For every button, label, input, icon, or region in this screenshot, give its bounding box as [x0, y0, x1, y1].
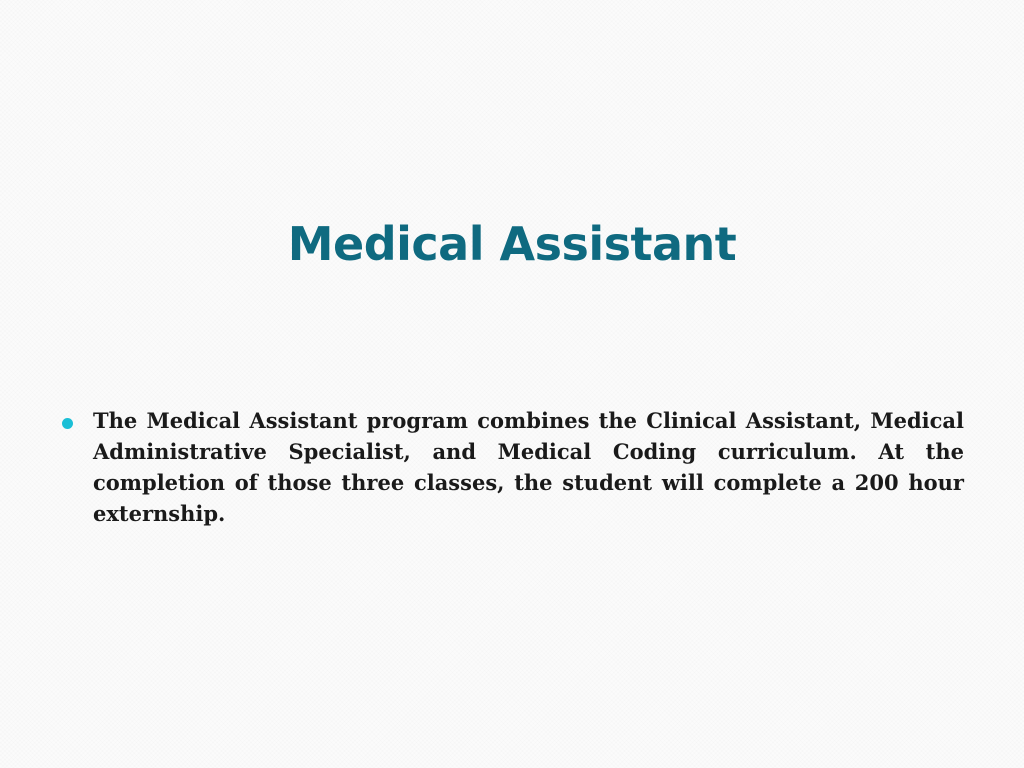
bullet-item	[62, 405, 964, 529]
slide-content	[62, 405, 964, 529]
bullet-dot-icon	[62, 418, 73, 429]
bullet-text: The Medical Assistant program combines the Clinical Assistant, Medical Administrative Specialist, and Medical Coding curriculum. At the completion of those three classes, the student will complete a 200 hour externship.	[93, 408, 964, 526]
slide-title: Medical Assistant	[287, 217, 737, 271]
